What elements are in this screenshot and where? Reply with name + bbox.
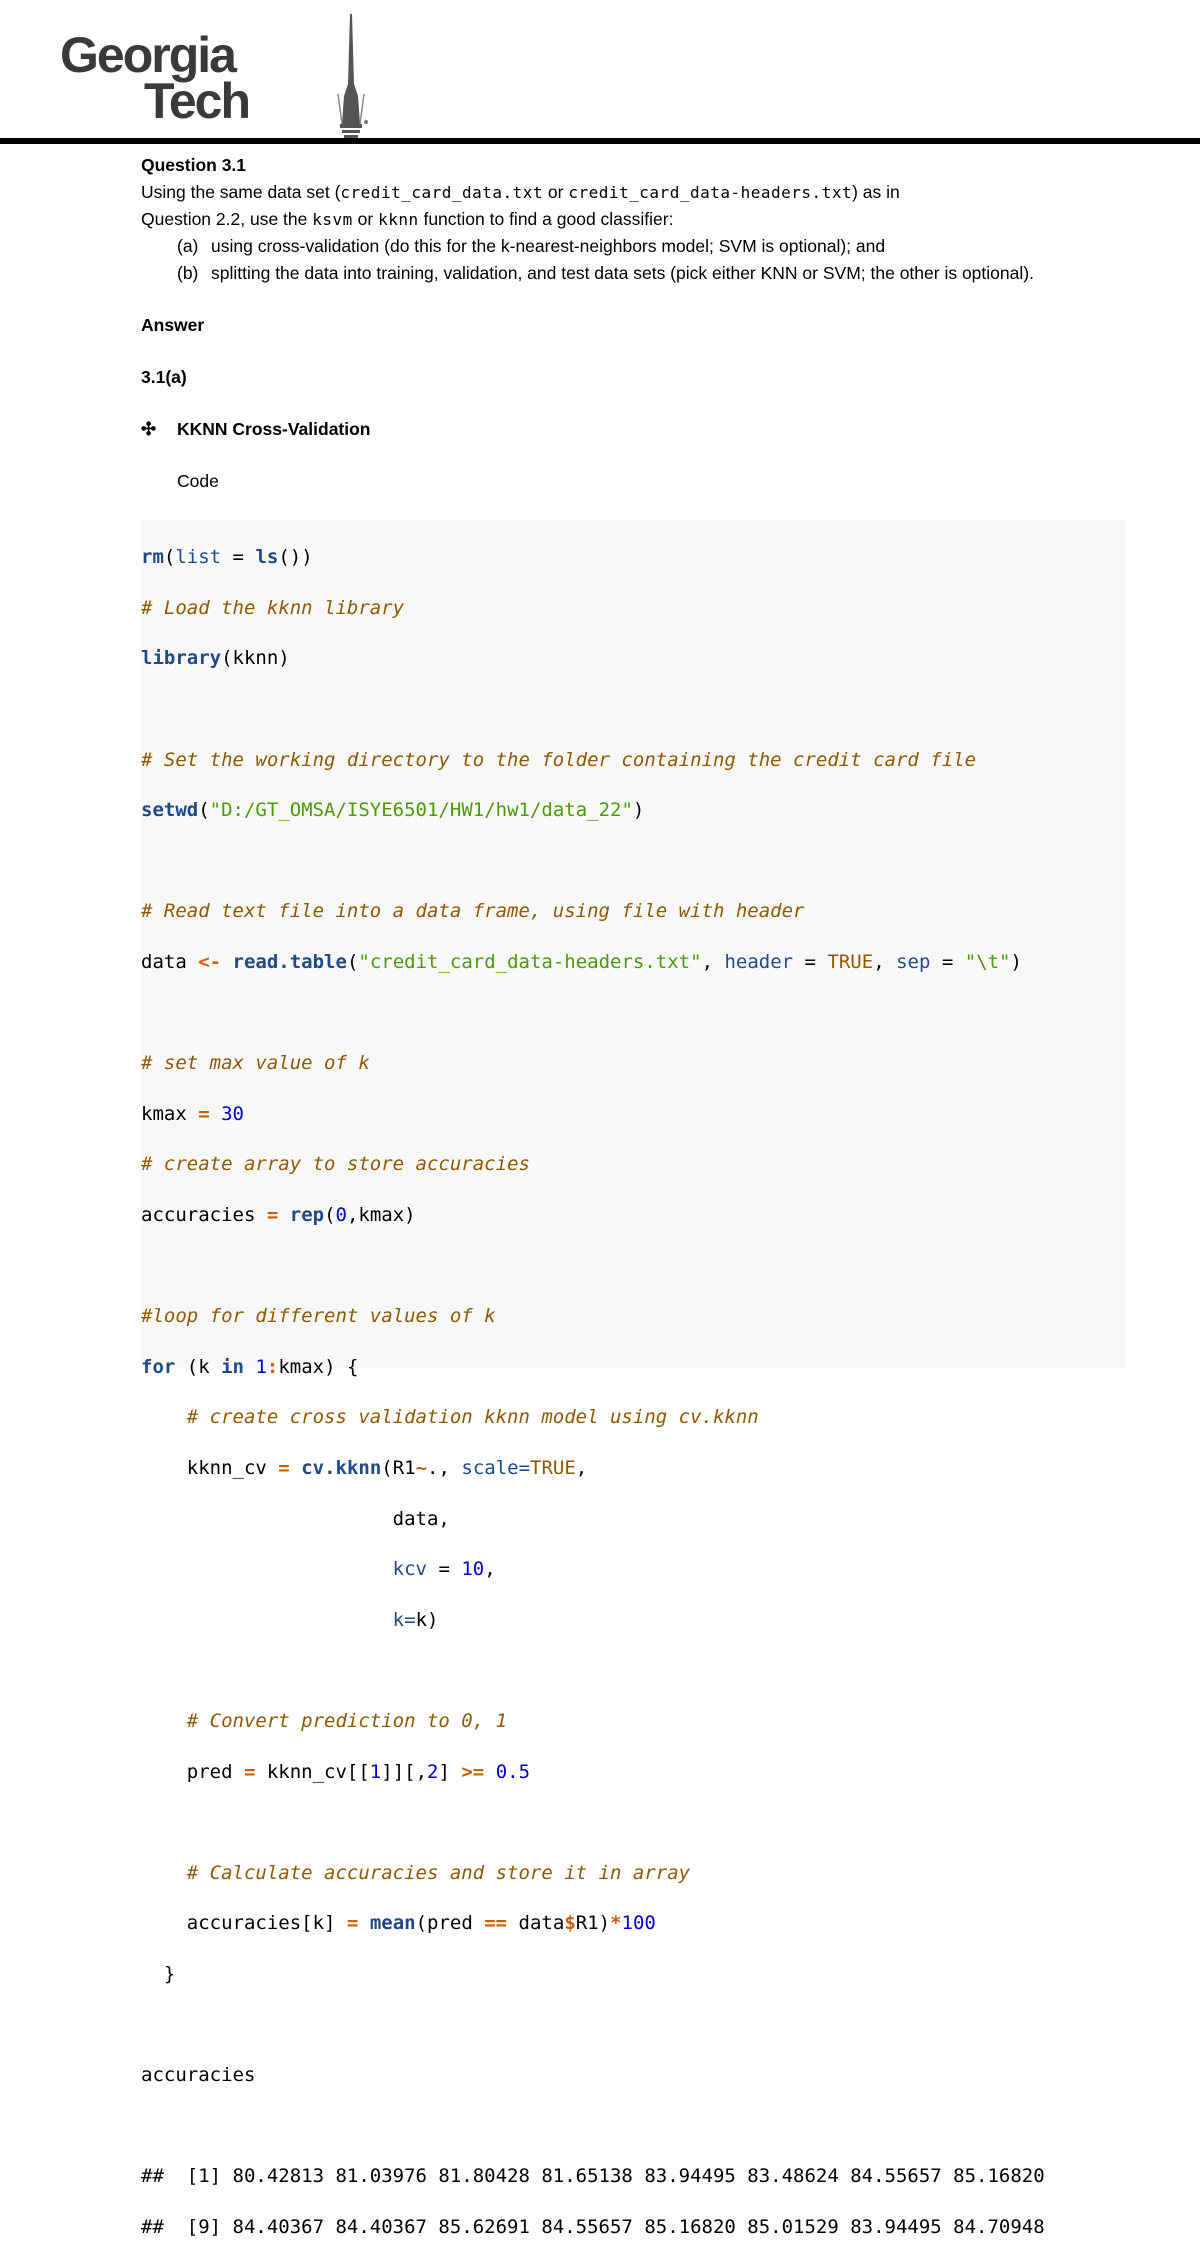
- text-run: Question 2.2, use the: [141, 209, 313, 229]
- code-token: data: [141, 951, 199, 974]
- code-token: ): [1010, 951, 1022, 974]
- code-token: ,kmax): [346, 1204, 416, 1227]
- code-token: [210, 1103, 221, 1125]
- code-token: kknn_cv[[: [255, 1760, 370, 1783]
- logo-word-georgia: Georgia: [60, 27, 235, 83]
- code-token: 10: [461, 1558, 485, 1581]
- code-line: [141, 1456, 1125, 1481]
- code-comment: # Convert prediction to 0, 1: [141, 1709, 508, 1732]
- code-block: [141, 520, 1125, 2265]
- code-comment: # Set the working directory to the folder containing the credit card file: [141, 748, 977, 771]
- code-token: sep: [896, 951, 931, 974]
- text-run: or: [352, 209, 379, 229]
- code-token: =: [427, 1558, 462, 1581]
- code-token: ,: [873, 951, 897, 974]
- code-comment: # Read text file into a data frame, using file with header: [141, 900, 805, 923]
- code-token: in: [221, 1355, 244, 1378]
- code-token: list: [175, 546, 222, 569]
- text-run: or: [543, 182, 569, 202]
- code-token: 30: [221, 1102, 244, 1125]
- code-token: kknn_cv: [141, 1456, 279, 1479]
- code-token: [221, 951, 232, 973]
- text-run: KKNN Cross-Validation: [177, 419, 371, 439]
- code-token: (: [163, 546, 176, 569]
- four-point-star-bullet-icon: ✣: [141, 419, 157, 439]
- code-token: ==: [484, 1912, 508, 1935]
- header-rule: [0, 138, 1200, 144]
- question-intro-line-2: [141, 206, 1125, 233]
- code-token: for: [141, 1355, 176, 1378]
- answer-label: Answer: [141, 315, 205, 335]
- section-heading: [141, 416, 1125, 443]
- code-token: .,: [427, 1456, 462, 1479]
- code-token: ): [632, 799, 645, 822]
- question-section: [141, 152, 1125, 495]
- code-line: [141, 1760, 1125, 1785]
- code-token: >=: [461, 1760, 485, 1783]
- question-items: [141, 233, 1125, 287]
- code-token: (: [324, 1204, 336, 1227]
- code-token: ,: [484, 1558, 496, 1581]
- list-item: [141, 233, 1125, 260]
- section-label: 3.1(a): [141, 367, 187, 387]
- code-token: [141, 1558, 393, 1580]
- code-token: ls: [255, 546, 279, 569]
- code-token: pred: [141, 1760, 244, 1783]
- code-token: [290, 1457, 301, 1479]
- text-run: using cross-validation (do this for the k-nearest-neighbors model; SVM is optional); and: [211, 236, 886, 256]
- code-token: ,: [575, 1456, 588, 1479]
- code-blank-line: [141, 1658, 1125, 1683]
- code-line: [141, 1355, 1125, 1380]
- code-line: [141, 950, 1125, 975]
- code-token: (pred: [415, 1912, 485, 1935]
- code-token: =: [221, 546, 256, 569]
- code-comment: # create array to store accuracies: [141, 1153, 530, 1176]
- text-run: (b): [177, 263, 199, 283]
- text-run: function to find a good classifier:: [418, 209, 674, 229]
- code-token: setwd: [141, 799, 199, 822]
- code-token: [358, 1912, 369, 1934]
- code-token: "credit_card_data-headers.txt": [358, 951, 702, 974]
- code-token: $: [564, 1912, 576, 1935]
- code-token: =: [346, 1912, 359, 1935]
- code-token: rep: [289, 1204, 325, 1227]
- list-item: [141, 260, 1125, 287]
- code-output-line: ## [9] 84.40367 84.40367 85.62691 84.55657 85.16820 85.01529 83.94495 84.70948: [141, 2215, 1045, 2238]
- code-token: ]: [438, 1760, 462, 1783]
- code-token: R1): [575, 1912, 611, 1935]
- code-token: "D:/GT_OMSA/ISYE6501/HW1/hw1/data_22": [209, 799, 633, 822]
- code-output-line: ## [1] 80.42813 81.03976 81.80428 81.65138 83.94495 83.48624 84.55657 85.16820: [141, 2165, 1045, 2188]
- code-blank-line: [141, 1810, 1125, 1835]
- text-run: (a): [177, 236, 199, 256]
- code-token: ]][,: [381, 1760, 428, 1783]
- code-token: =: [278, 1456, 290, 1479]
- text-run: splitting the data into training, validation, and test data sets (pick either KNN or SVM; the other is optional).: [211, 263, 1034, 283]
- code-token: :: [266, 1355, 279, 1378]
- code-token: 0: [335, 1204, 347, 1227]
- code-blank-line: [141, 1001, 1125, 1026]
- code-token: k=: [392, 1608, 416, 1631]
- code-comment: # set max value of k: [141, 1052, 370, 1075]
- code-line: [141, 646, 1125, 671]
- code-blank-line: [141, 2114, 1125, 2139]
- code-token: kmax) {: [278, 1355, 359, 1378]
- code-line: [141, 545, 1125, 570]
- code-comment: #loop for different values of k: [141, 1305, 496, 1328]
- code-token: read.table: [232, 951, 347, 974]
- code-line: }: [141, 1962, 176, 1985]
- code-line: [141, 1608, 1125, 1633]
- code-blank-line: [141, 1254, 1125, 1279]
- georgia-tech-logo: [60, 14, 330, 129]
- code-blank-line: [141, 2013, 1125, 2038]
- code-token: *: [610, 1912, 622, 1935]
- code-line: data,: [141, 1507, 450, 1530]
- code-token: <-: [198, 951, 222, 974]
- code-token: [244, 1356, 255, 1378]
- code-line: [141, 798, 1125, 823]
- text-run: kknn: [378, 210, 419, 229]
- code-token: 100: [621, 1912, 656, 1935]
- text-run: ksvm: [312, 210, 353, 229]
- code-line: [141, 1911, 1125, 1936]
- code-token: ~: [415, 1456, 428, 1479]
- code-token: =: [243, 1760, 256, 1783]
- code-token: =: [793, 951, 828, 974]
- question-title: Question 3.1: [141, 155, 247, 175]
- code-comment: # Load the kknn library: [141, 596, 405, 619]
- code-token: TRUE: [530, 1456, 576, 1479]
- code-token: accuracies[k]: [141, 1912, 347, 1935]
- code-token: kmax: [141, 1102, 199, 1125]
- logo-word-tech: Tech: [144, 73, 249, 129]
- text-run: credit_card_data.txt: [340, 183, 544, 202]
- code-blank-line: [141, 849, 1125, 874]
- code-label: Code: [177, 471, 219, 491]
- code-blank-line: [141, 697, 1125, 722]
- code-token: (: [346, 951, 359, 974]
- code-comment: # create cross validation kknn model using cv.kknn: [141, 1406, 759, 1429]
- code-line: [141, 1557, 1125, 1582]
- code-token: ,: [701, 951, 725, 974]
- code-token: 2: [427, 1760, 439, 1783]
- code-token: 1: [369, 1760, 382, 1783]
- code-token: =: [266, 1204, 279, 1227]
- tech-tower-icon: [336, 14, 386, 142]
- code-token: =: [198, 1102, 210, 1125]
- code-token: rm: [141, 546, 164, 569]
- code-token: (R1: [381, 1456, 416, 1479]
- code-token: cv.kknn: [301, 1456, 382, 1479]
- code-token: "\t": [964, 951, 1011, 974]
- text-run: ) as in: [852, 182, 900, 202]
- code-token: library: [141, 647, 222, 670]
- code-token: accuracies: [141, 1204, 267, 1227]
- code-comment: # Calculate accuracies and store it in array: [141, 1861, 691, 1884]
- code-token: k): [415, 1608, 439, 1631]
- code-token: mean: [369, 1912, 416, 1935]
- code-token: scale=: [461, 1456, 531, 1479]
- code-token: [484, 1761, 495, 1783]
- code-token: TRUE: [827, 951, 874, 974]
- code-token: [141, 1609, 393, 1631]
- code-token: 1: [255, 1355, 267, 1378]
- code-token: header: [724, 951, 794, 974]
- code-token: data: [507, 1912, 565, 1935]
- code-line: accuracies: [141, 2064, 256, 2087]
- page-header: [0, 0, 1200, 150]
- code-token: (k: [175, 1355, 222, 1378]
- code-token: =: [930, 951, 965, 974]
- code-token: (kknn): [221, 647, 290, 670]
- text-run: credit_card_data-headers.txt: [568, 183, 853, 202]
- code-token: 0.5: [495, 1760, 531, 1783]
- code-token: [278, 1204, 289, 1226]
- text-run: Using the same data set (: [141, 182, 341, 202]
- code-line: [141, 1203, 1125, 1228]
- code-token: kcv: [392, 1558, 427, 1581]
- code-line: [141, 1102, 1125, 1127]
- code-token: (: [198, 799, 210, 822]
- code-token: ()): [278, 546, 313, 569]
- question-intro-line-1: [141, 179, 1125, 206]
